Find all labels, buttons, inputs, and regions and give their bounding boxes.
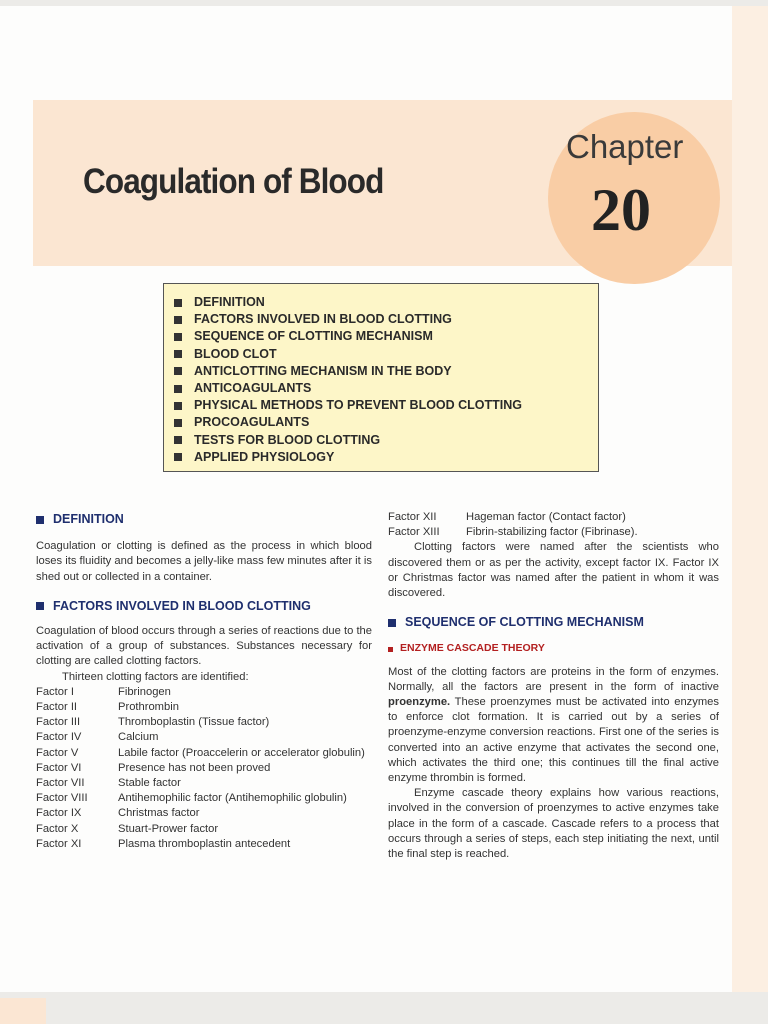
toc-item: FACTORS INVOLVED IN BLOOD CLOTTING (174, 311, 598, 328)
factor-row: Factor VII Stable factor (36, 777, 181, 790)
bullet-square-icon (174, 385, 182, 393)
chapter-contents-box (163, 283, 599, 472)
bullet-square-icon (388, 647, 393, 652)
bullet-square-icon (174, 436, 182, 444)
factor-row: Factor VIII Antihemophilic factor (Antihemophilic globulin) (36, 792, 347, 805)
toc-item: APPLIED PHYSIOLOGY (174, 449, 598, 466)
factor-row: Factor XII Hageman factor (Contact factor) (388, 511, 626, 523)
bullet-square-icon (174, 350, 182, 358)
toc-item: SEQUENCE OF CLOTTING MECHANISM (174, 328, 598, 345)
enzyme-paragraph-1: Most of the clotting factors are proteins in the form of enzymes. Normally, all the factors are present in the form of inactive proenzyme. These proenzymes must be activated into enzymes to enforce clot formation. It is carried out by a series of proenzyme-enzyme conversion reactions. First one of the series is converted into an active enzyme that activates the second one, which activates the third one; this continues till the final active enzyme thrombin is formed. (388, 665, 719, 785)
toc-item: PROCOAGULANTS (174, 414, 598, 431)
factor-row: Factor III Thromboplastin (Tissue factor) (36, 716, 270, 729)
bullet-square-icon (36, 516, 44, 524)
toc-item: ANTICLOTTING MECHANISM IN THE BODY (174, 363, 598, 380)
factor-row: Factor XIII Fibrin-stabilizing factor (Fibrinase). (388, 526, 638, 539)
bullet-square-icon (174, 299, 182, 307)
chapter-number: 20 (591, 177, 651, 243)
page-edge (732, 6, 768, 992)
bullet-square-icon (388, 619, 396, 627)
section-heading-definition: DEFINITION (36, 512, 372, 527)
bullet-square-icon (174, 316, 182, 324)
chapter-label: Chapter (566, 128, 684, 165)
factor-row: Factor XI Plasma thromboplastin antecedent (36, 837, 291, 850)
bullet-square-icon (36, 602, 44, 610)
bullet-square-icon (174, 402, 182, 410)
toc-item: TESTS FOR BLOOD CLOTTING (174, 432, 598, 449)
left-column (36, 512, 372, 852)
right-column (388, 510, 719, 862)
subheading-enzyme-cascade: ENZYME CASCADE THEORY (388, 641, 719, 656)
next-page-corner (0, 998, 46, 1024)
section-heading-factors: FACTORS INVOLVED IN BLOOD CLOTTING (36, 599, 372, 614)
factor-row: Factor II Prothrombin (36, 701, 179, 714)
factors-count-text: Thirteen clotting factors are identified: (62, 670, 249, 683)
chapter-title: Coagulation of Blood (83, 162, 384, 201)
bullet-square-icon (174, 453, 182, 461)
definition-paragraph: Coagulation or clotting is defined as the process in which blood loses its fluidity and becomes a jelly-like mass few minutes after it is shed out or collected in a container. (36, 540, 372, 583)
factor-row: Factor V Labile factor (Proaccelerin or accelerator globulin) (36, 746, 365, 759)
bullet-square-icon (174, 367, 182, 375)
bullet-square-icon (174, 333, 182, 341)
section-heading-sequence: SEQUENCE OF CLOTTING MECHANISM (388, 615, 719, 630)
toc-item: BLOOD CLOT (174, 346, 598, 363)
factor-row: Factor I Fibrinogen (36, 685, 171, 698)
toc-item: ANTICOAGULANTS (174, 380, 598, 397)
naming-paragraph: Clotting factors were named after the scientists who discovered them or as per the activity, except factor IX. Factor IX or Christmas factor was named after the patient in whom it was discovered. (388, 541, 719, 600)
factor-row: Factor VI Presence has not been proved (36, 761, 271, 774)
enzyme-paragraph-2: Enzyme cascade theory explains how various reactions, involved in the conversion of proenzymes to active enzymes take place in the form of a cascade. Cascade refers to a process that occurs through a series of steps, each step initiating the next, until the final step is reached. (388, 787, 719, 861)
toc-item: DEFINITION (174, 294, 598, 311)
factors-intro-paragraph: Coagulation of blood occurs through a series of reactions due to the activation of a group of substances. Substances necessary for clotting are called clotting factors. (36, 625, 372, 668)
factor-row: Factor IV Calcium (36, 731, 159, 744)
bullet-square-icon (174, 419, 182, 427)
factor-row: Factor X Stuart-Prower factor (36, 822, 219, 835)
factor-row: Factor IX Christmas factor (36, 807, 200, 820)
toc-item: PHYSICAL METHODS TO PREVENT BLOOD CLOTTING (174, 397, 598, 414)
